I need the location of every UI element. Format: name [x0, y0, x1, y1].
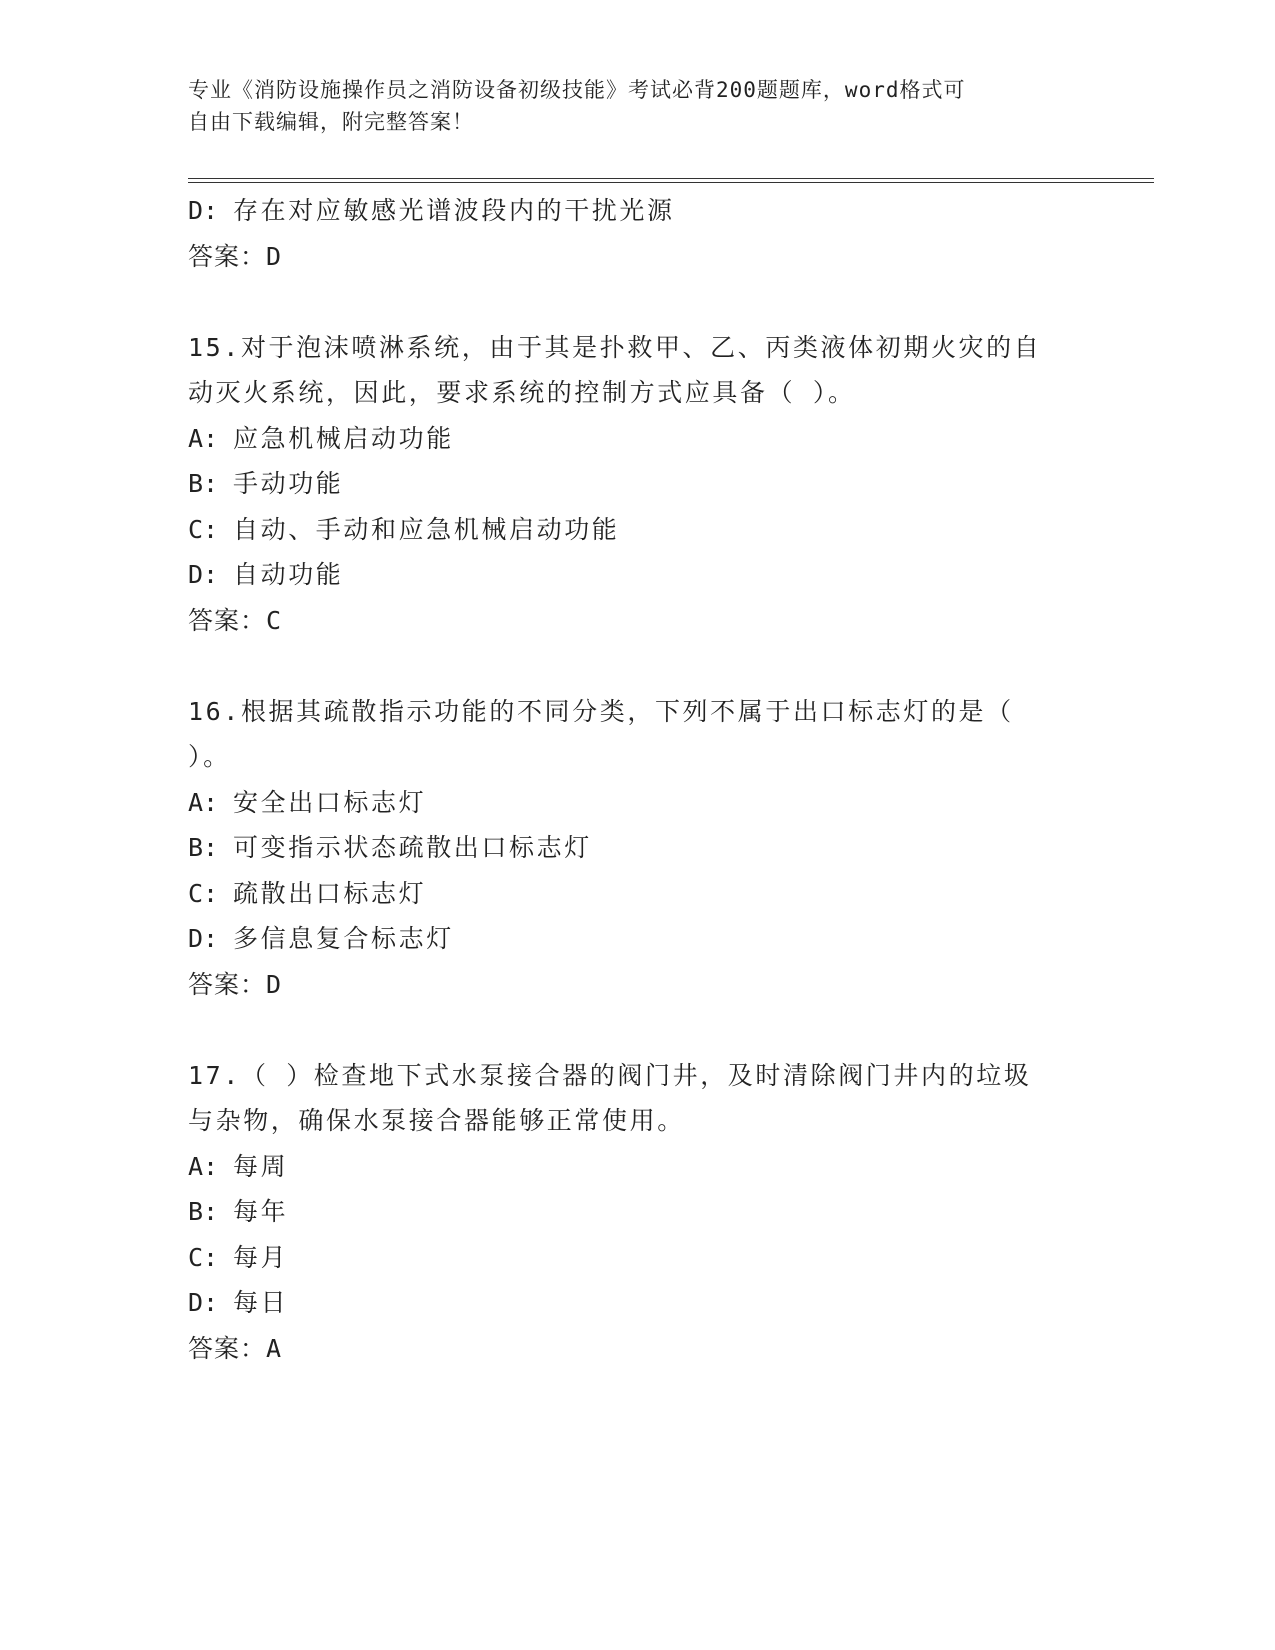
question-stem: 15.对于泡沫喷淋系统，由于其是扑救甲、乙、丙类液体初期火灾的自 — [188, 332, 1042, 362]
option-letter: B: — [188, 833, 219, 862]
option-text: 可变指示状态疏散出口标志灯 — [233, 833, 592, 862]
option-b — [188, 461, 1088, 507]
question-17 — [188, 1053, 1088, 1372]
header-double-rule — [188, 178, 1154, 183]
header-title-line-1: 专业《消防设施操作员之消防设备初级技能》考试必背200题题库，word格式可 — [188, 78, 966, 102]
option-c — [188, 871, 1088, 917]
option-a — [188, 780, 1088, 826]
question-stem-continued: 动灭火系统，因此，要求系统的控制方式应具备（ ）。 — [188, 378, 856, 407]
header-title-line-2: 自由下载编辑，附完整答案！ — [188, 110, 474, 134]
option-letter: D: — [188, 560, 219, 589]
option-text: 每年 — [233, 1197, 289, 1226]
option-a — [188, 1144, 1088, 1190]
option-c — [188, 1235, 1088, 1281]
spacer — [188, 643, 1088, 689]
option-letter: A: — [188, 787, 219, 817]
option-letter: D: — [188, 924, 219, 953]
option-letter: B: — [188, 1197, 219, 1226]
option-text: 疏散出口标志灯 — [233, 878, 427, 908]
option-d — [188, 188, 1088, 234]
option-d — [188, 552, 1088, 598]
question-stem: 17.（ ）检查地下式水泵接合器的阀门井，及时清除阀门井内的垃圾 — [188, 1060, 1032, 1090]
answer-line: 答案：D — [188, 969, 283, 999]
question-stem: 16.根据其疏散指示功能的不同分类，下列不属于出口标志灯的是（ — [188, 696, 1014, 726]
answer-line: 答案：C — [188, 605, 283, 635]
option-d — [188, 916, 1088, 962]
question-list — [188, 188, 1088, 1371]
option-text: 自动、手动和应急机械启动功能 — [233, 514, 620, 544]
option-letter: C: — [188, 1242, 219, 1272]
option-a — [188, 416, 1088, 462]
spacer — [188, 1007, 1088, 1053]
option-letter: A: — [188, 1151, 219, 1181]
question-16 — [188, 689, 1088, 1008]
option-text: 安全出口标志灯 — [233, 787, 427, 817]
document-header — [188, 74, 1088, 138]
option-b — [188, 1189, 1088, 1235]
option-letter: C: — [188, 878, 219, 908]
option-text: 每周 — [233, 1151, 289, 1181]
option-c — [188, 507, 1088, 553]
question-15 — [188, 325, 1088, 644]
option-text: 每月 — [233, 1242, 289, 1272]
option-b — [188, 825, 1088, 871]
option-text: 存在对应敏感光谱波段内的干扰光源 — [233, 196, 675, 225]
option-letter: B: — [188, 469, 219, 498]
answer-line: 答案：D — [188, 241, 283, 271]
option-letter: A: — [188, 423, 219, 453]
option-text: 应急机械启动功能 — [233, 423, 454, 453]
option-letter: D: — [188, 196, 219, 225]
answer-line: 答案：A — [188, 1333, 283, 1363]
question-stem-continued: ）。 — [188, 742, 231, 771]
option-text: 自动功能 — [233, 560, 344, 589]
spacer — [188, 279, 1088, 325]
option-text: 手动功能 — [233, 469, 344, 498]
option-letter: D: — [188, 1288, 219, 1317]
option-text: 每日 — [233, 1288, 289, 1317]
option-text: 多信息复合标志灯 — [233, 924, 454, 953]
option-d — [188, 1280, 1088, 1326]
question-stem-continued: 与杂物，确保水泵接合器能够正常使用。 — [188, 1106, 685, 1135]
option-letter: C: — [188, 514, 219, 544]
